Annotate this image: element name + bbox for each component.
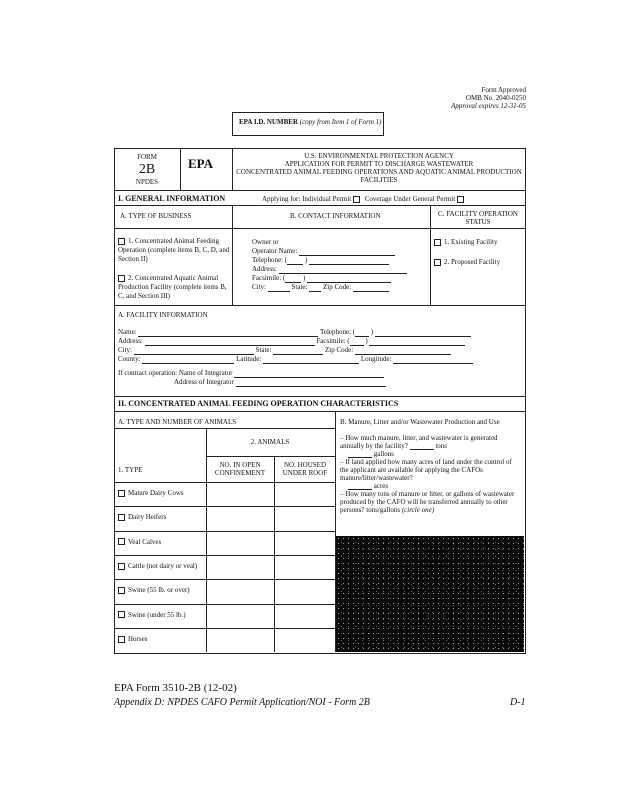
status-option-2-checkbox[interactable] bbox=[434, 259, 441, 266]
title-line-4: FACILITIES bbox=[360, 176, 398, 184]
animals-column-header: 2. ANIMALS bbox=[250, 438, 290, 446]
appendix-footer: Appendix D: NPDES CAFO Permit Application/NOI - Form 2B bbox=[114, 697, 370, 708]
question-3-text: How many tons of manure or litter, or gallons of wastewater produced by the CAFO will be transferred annually to other persons? tons/gallons bbox=[340, 490, 515, 514]
animal-type-label: Swine (under 55 lb.) bbox=[128, 610, 186, 619]
animal-count-open-field[interactable] bbox=[207, 532, 273, 554]
type-column-header: 1. TYPE bbox=[118, 466, 143, 474]
applying-for-label: Applying for: bbox=[262, 195, 301, 203]
status-option-1-checkbox[interactable] bbox=[434, 239, 441, 246]
section1-rule bbox=[114, 205, 525, 206]
business-option-2-checkbox[interactable] bbox=[118, 275, 125, 282]
form-title-block bbox=[236, 152, 522, 184]
business-option-2[interactable] bbox=[118, 274, 230, 301]
facility-latitude-field[interactable] bbox=[263, 363, 359, 364]
animal-count-housed-field[interactable] bbox=[275, 629, 334, 651]
facility-longitude-label: Longitude: bbox=[360, 355, 392, 363]
animals-header-rule bbox=[206, 456, 335, 457]
contact-fax-label: Facsimile: ( bbox=[252, 274, 286, 282]
contact-telephone-label: Telephone: ( bbox=[252, 256, 288, 264]
epa-id-box[interactable] bbox=[232, 112, 384, 136]
animal-count-housed-field[interactable] bbox=[275, 532, 334, 554]
animal-row-label[interactable] bbox=[118, 562, 204, 570]
contact-fields: Owner or Operator Name: Telephone: ( ) Address: Facsimile: ( ) City: State: Zip Code: bbox=[252, 238, 407, 292]
facility-county-field[interactable] bbox=[142, 363, 234, 364]
animals-table-title: A. TYPE AND NUMBER OF ANIMALS bbox=[118, 418, 237, 426]
facility-longitude-field[interactable] bbox=[393, 363, 473, 364]
contact-state-field[interactable] bbox=[309, 291, 321, 292]
animal-checkbox[interactable] bbox=[118, 636, 125, 643]
facility-telephone-label: Telephone: ( bbox=[320, 328, 356, 336]
facility-city-label: City: bbox=[118, 346, 133, 354]
section1-header bbox=[118, 194, 225, 203]
applying-for-row bbox=[262, 195, 467, 203]
question-1-text: How much manure, litter, and wastewater is generated annually by the facility? bbox=[340, 434, 498, 450]
approval-block bbox=[451, 86, 526, 110]
npdes-label: NPDES bbox=[135, 178, 159, 186]
section1-title: I. GENERAL INFORMATION bbox=[118, 194, 226, 203]
animal-type-label: Veal Calves bbox=[128, 537, 162, 546]
section1-divider-a bbox=[232, 205, 233, 305]
animal-count-open-field[interactable] bbox=[207, 483, 273, 505]
contact-owner-label: Owner or bbox=[252, 238, 279, 246]
contact-operator-label: Operator Name: bbox=[252, 247, 298, 255]
animal-row-label[interactable] bbox=[118, 635, 204, 643]
animal-count-housed-field[interactable] bbox=[275, 580, 334, 602]
contact-city-label: City: bbox=[252, 283, 267, 291]
page-number: D-1 bbox=[510, 697, 526, 708]
business-option-2-label: 2. Concentrated Aquatic Animal Production Facility (complete items B, C, and Section III) bbox=[118, 274, 227, 300]
status-option-1-label: 1. Existing Facility bbox=[444, 238, 498, 246]
contact-zip-field[interactable] bbox=[353, 291, 389, 292]
animal-type-label: Swine (55 lb. or over) bbox=[128, 586, 190, 595]
animal-count-open-field[interactable] bbox=[207, 580, 273, 602]
epa-id-label: EPA I.D. NUMBER bbox=[239, 118, 298, 126]
status-option-2-label: 2. Proposed Facility bbox=[444, 258, 501, 266]
form-label: FORM bbox=[137, 153, 157, 161]
animal-type-label: Dairy Heifers bbox=[128, 513, 167, 522]
facility-zip-label: Zip Code: bbox=[324, 346, 354, 354]
epa-id-label-wrap bbox=[239, 118, 382, 126]
question-1-unit-tons: tons bbox=[435, 442, 448, 450]
manure-section-title: B. Manure, Litter and/or Wastewater Production and Use bbox=[340, 418, 500, 426]
facility-latitude-label: Latitude: bbox=[236, 355, 262, 363]
scanned-noise-area bbox=[336, 536, 524, 652]
integrator-name-label: If contract operation: Name of Integrator bbox=[118, 369, 233, 377]
business-option-1-checkbox[interactable] bbox=[118, 238, 125, 245]
question-2-text: If land applied how many acres of land under the control of the applicant are available for applying the CAFOs manure/litter/wastewater? bbox=[340, 458, 512, 482]
contact-city-field[interactable] bbox=[268, 291, 290, 292]
animal-row-label[interactable] bbox=[118, 586, 204, 594]
animals-title-rule bbox=[114, 428, 335, 429]
approval-expiry: Approval expires 12-31-05 bbox=[451, 102, 526, 110]
business-option-1-label: 1. Concentrated Animal Feeding Operation (complete items B, C, D, and Section II) bbox=[118, 237, 230, 263]
animal-row-label[interactable] bbox=[118, 513, 204, 521]
animal-checkbox[interactable] bbox=[118, 587, 125, 594]
facility-info-bottom-rule bbox=[114, 396, 525, 397]
question-1: – How much manure, litter, and wastewater is generated annually by the facility? tons bbox=[340, 434, 498, 450]
contact-info-title: B. CONTACT INFORMATION bbox=[290, 212, 381, 220]
facility-info-fields: Name: Telephone: ( ) Address: Facsimile: ( ) City: State: Zip Code: County: Latitude: Longitude: If contract operation: Name of Integrator Address of Integrator bbox=[118, 328, 473, 387]
animal-count-open-field[interactable] bbox=[207, 629, 273, 651]
title-line-3: CONCENTRATED ANIMAL FEEDING OPERATIONS AND AQUATIC ANIMAL PRODUCTION bbox=[236, 168, 522, 176]
open-confinement-header: NO. IN OPEN CONFINEMENT bbox=[214, 461, 266, 477]
animal-checkbox[interactable] bbox=[118, 611, 125, 618]
section1-subheader-rule bbox=[114, 228, 525, 229]
individual-permit-option[interactable]: Individual Permit bbox=[302, 195, 352, 203]
facility-county-label: County: bbox=[118, 355, 141, 363]
animal-count-open-field[interactable] bbox=[207, 507, 273, 529]
housed-under-roof-header: NO. HOUSED UNDER ROOF bbox=[282, 461, 328, 477]
facility-info-title: A. FACILITY INFORMATION bbox=[118, 311, 208, 319]
section2-rule bbox=[114, 411, 525, 412]
title-bottom-rule bbox=[114, 190, 525, 191]
integrator-address-label: Address of Integrator bbox=[174, 378, 234, 386]
status-option-2[interactable] bbox=[434, 258, 500, 266]
omb-number: OMB No. 2040-0250 bbox=[465, 94, 526, 102]
status-option-1[interactable] bbox=[434, 238, 497, 246]
animal-type-label: Cattle (not dairy or veal) bbox=[128, 561, 198, 570]
form-id-footer: EPA Form 3510-2B (12-02) bbox=[114, 682, 237, 694]
question-3-note: (circle one) bbox=[401, 506, 435, 514]
form-approved-text: Form Approved bbox=[481, 86, 526, 94]
question-2: – If land applied how many acres of land under the control of the applicant are available for applying the CAFOs manure/litter/wastewater? bbox=[340, 458, 512, 482]
facility-name-label: Name: bbox=[118, 328, 137, 336]
facility-state-label: State: bbox=[255, 346, 272, 354]
integrator-address-field[interactable] bbox=[236, 386, 386, 387]
facility-address-label: Address: bbox=[118, 337, 143, 345]
epa-id-hint: (copy from Item 1 of Form 1) bbox=[299, 118, 382, 126]
type-of-business-title: A. TYPE OF BUSINESS bbox=[120, 212, 192, 220]
question-3: – How many tons of manure or litter, or gallons of wastewater produced by the CAFO will be transferred annually to other persons? tons/gallons (circle one) bbox=[340, 490, 515, 514]
general-permit-checkbox[interactable] bbox=[457, 196, 464, 203]
facility-fax-label: Facsimile: ( bbox=[316, 337, 350, 345]
form-number-block bbox=[114, 152, 180, 188]
section1-divider-b bbox=[430, 205, 431, 305]
form-number: 2B bbox=[138, 162, 156, 177]
contact-state-label: State: bbox=[291, 283, 308, 291]
animal-checkbox[interactable] bbox=[118, 538, 125, 545]
animal-type-label: Mature Dairy Cows bbox=[128, 489, 184, 497]
animal-type-label: Horses bbox=[128, 634, 148, 643]
animal-checkbox[interactable] bbox=[118, 514, 125, 521]
animal-count-housed-field[interactable] bbox=[275, 556, 334, 578]
facility-status-title: C. FACILITY OPERATION STATUS bbox=[438, 210, 518, 226]
animal-count-housed-field[interactable] bbox=[275, 507, 334, 529]
general-permit-option[interactable]: Coverage Under General Permit bbox=[364, 195, 456, 203]
business-option-1[interactable] bbox=[118, 237, 230, 264]
contact-address-label: Address: bbox=[252, 265, 277, 273]
animal-count-open-field[interactable] bbox=[207, 605, 273, 627]
animal-count-housed-field[interactable] bbox=[275, 605, 334, 627]
epa-logo-text: EPA bbox=[188, 156, 214, 171]
animal-row-label[interactable] bbox=[118, 611, 204, 619]
question-1-unit-gallons: gallons bbox=[373, 450, 394, 458]
individual-permit-checkbox[interactable] bbox=[353, 196, 360, 203]
question-1-tons-field[interactable] bbox=[410, 449, 434, 450]
agency-name: U.S. ENVIRONMENTAL PROTECTION AGENCY bbox=[304, 152, 454, 160]
section1-bottom-rule bbox=[114, 305, 525, 306]
animal-row-label[interactable] bbox=[118, 489, 204, 497]
section2-title: II. CONCENTRATED ANIMAL FEEDING OPERATION CHARACTERISTICS bbox=[118, 399, 399, 408]
title-line-2: APPLICATION FOR PERMIT TO DISCHARGE WASTEWATER bbox=[284, 160, 474, 168]
animal-count-open-field[interactable] bbox=[207, 556, 273, 578]
manure-questions bbox=[340, 434, 520, 514]
animal-checkbox[interactable] bbox=[118, 490, 125, 497]
animal-count-housed-field[interactable] bbox=[275, 483, 334, 505]
animal-checkbox[interactable] bbox=[118, 563, 125, 570]
title-divider-1 bbox=[180, 148, 181, 190]
animal-row-label[interactable] bbox=[118, 538, 204, 546]
title-divider-2 bbox=[232, 148, 233, 190]
question-2-unit: acres bbox=[373, 482, 389, 490]
contact-zip-label: Zip Code: bbox=[322, 283, 352, 291]
